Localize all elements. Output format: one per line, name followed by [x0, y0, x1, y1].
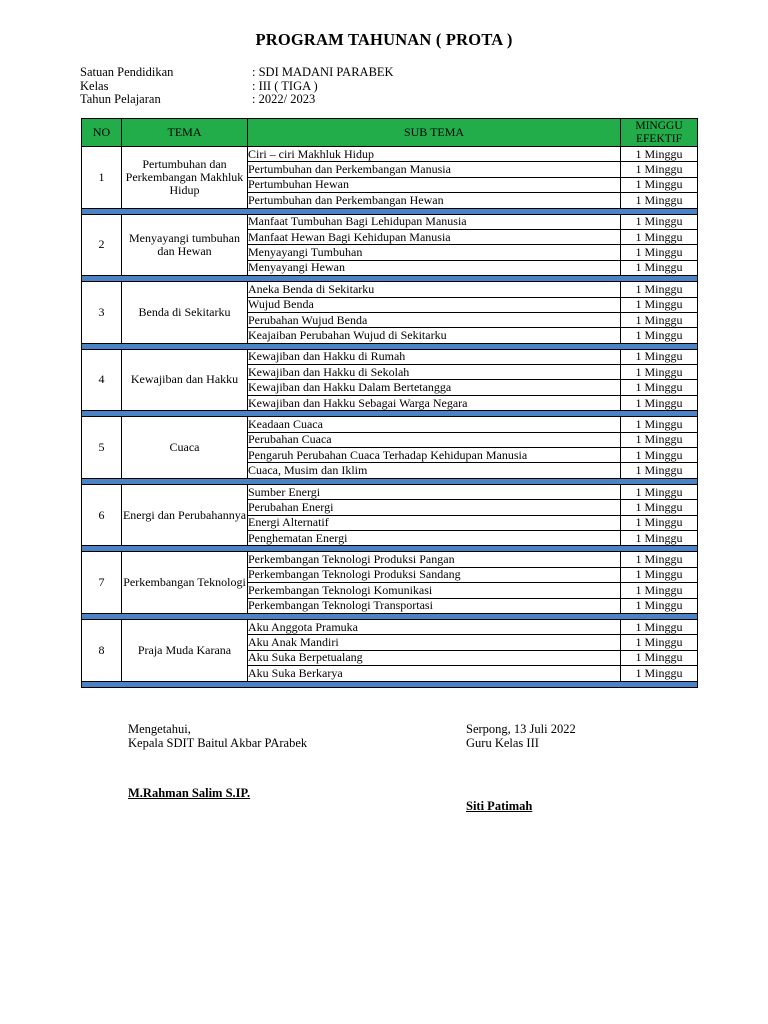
cell-minggu: 1 Minggu: [621, 666, 698, 681]
cell-tema: Perkembangan Teknologi: [122, 552, 248, 614]
cell-sub-tema: Manfaat Hewan Bagi Kehidupan Manusia: [248, 229, 621, 244]
cell-tema: Menyayangi tumbuhan dan Hewan: [122, 214, 248, 276]
info-value: : SDI MADANI PARABEK: [252, 65, 394, 79]
cell-sub-tema: Perkembangan Teknologi Produksi Pangan: [248, 552, 621, 567]
cell-sub-tema: Wujud Benda: [248, 297, 621, 312]
signature-right-line1: Serpong, 13 Juli 2022: [466, 722, 576, 736]
cell-no: 2: [82, 214, 122, 276]
cell-minggu: 1 Minggu: [621, 448, 698, 463]
info-row-kelas: [80, 80, 394, 94]
separator-bar: [82, 681, 698, 687]
cell-tema: Energi dan Perubahannya: [122, 484, 248, 546]
header-minggu-efektif: [621, 119, 698, 147]
header-minggu-line1: MINGGU: [635, 119, 683, 132]
cell-no: 5: [82, 417, 122, 479]
info-label: Kelas: [80, 78, 109, 93]
cell-no: 4: [82, 349, 122, 411]
cell-minggu: 1 Minggu: [621, 193, 698, 208]
cell-minggu: 1 Minggu: [621, 598, 698, 613]
cell-minggu: 1 Minggu: [621, 312, 698, 327]
cell-sub-tema: Aku Anggota Pramuka: [248, 619, 621, 634]
cell-sub-tema: Perkembangan Teknologi Komunikasi: [248, 583, 621, 598]
cell-no: 3: [82, 282, 122, 344]
cell-minggu: 1 Minggu: [621, 245, 698, 260]
cell-sub-tema: Kewajiban dan Hakku Dalam Bertetangga: [248, 380, 621, 395]
table-row: [82, 282, 698, 297]
cell-sub-tema: Aku Anak Mandiri: [248, 635, 621, 650]
header-sub-tema: SUB TEMA: [248, 119, 621, 147]
table-row: [82, 484, 698, 499]
cell-no: 6: [82, 484, 122, 546]
cell-sub-tema: Perubahan Wujud Benda: [248, 312, 621, 327]
signature-left-line1: Mengetahui,: [128, 722, 191, 736]
cell-sub-tema: Kewajiban dan Hakku di Sekolah: [248, 365, 621, 380]
header-no: NO: [82, 119, 122, 147]
cell-minggu: 1 Minggu: [621, 567, 698, 582]
table-body: [82, 147, 698, 688]
cell-minggu: 1 Minggu: [621, 552, 698, 567]
cell-sub-tema: Keajaiban Perubahan Wujud di Sekitarku: [248, 328, 621, 343]
cell-minggu: 1 Minggu: [621, 432, 698, 447]
cell-sub-tema: Perkembangan Teknologi Produksi Sandang: [248, 567, 621, 582]
cell-minggu: 1 Minggu: [621, 147, 698, 162]
cell-sub-tema: Pertumbuhan dan Perkembangan Manusia: [248, 162, 621, 177]
table-row: [82, 417, 698, 432]
signature-right: [466, 722, 576, 750]
cell-tema: Praja Muda Karana: [122, 619, 248, 681]
cell-minggu: 1 Minggu: [621, 328, 698, 343]
info-value: : III ( TIGA ): [252, 78, 318, 93]
signature-left: [128, 722, 307, 750]
cell-minggu: 1 Minggu: [621, 229, 698, 244]
table-header-row: [82, 119, 698, 147]
prota-table: [81, 118, 698, 688]
group-separator: [82, 681, 698, 687]
info-row-tahun: [80, 93, 394, 107]
cell-minggu: 1 Minggu: [621, 349, 698, 364]
header-tema: TEMA: [122, 119, 248, 147]
info-row-satuan: [80, 66, 394, 80]
cell-sub-tema: Perubahan Energi: [248, 500, 621, 515]
cell-sub-tema: Cuaca, Musim dan Iklim: [248, 463, 621, 478]
cell-sub-tema: Energi Alternatif: [248, 515, 621, 530]
cell-sub-tema: Sumber Energi: [248, 484, 621, 499]
cell-minggu: 1 Minggu: [621, 214, 698, 229]
cell-no: 1: [82, 147, 122, 209]
cell-sub-tema: Kewajiban dan Hakku di Rumah: [248, 349, 621, 364]
cell-tema: Benda di Sekitarku: [122, 282, 248, 344]
cell-sub-tema: Kewajiban dan Hakku Sebagai Warga Negara: [248, 395, 621, 410]
cell-sub-tema: Aku Suka Berkarya: [248, 666, 621, 681]
cell-sub-tema: Menyayangi Hewan: [248, 260, 621, 275]
table-row: [82, 552, 698, 567]
headmaster-name: M.Rahman Salim S.IP.: [128, 786, 251, 800]
cell-minggu: 1 Minggu: [621, 500, 698, 515]
cell-minggu: 1 Minggu: [621, 417, 698, 432]
cell-sub-tema: Ciri – ciri Makhluk Hidup: [248, 147, 621, 162]
cell-sub-tema: Perubahan Cuaca: [248, 432, 621, 447]
table-row: [82, 349, 698, 364]
cell-sub-tema: Pertumbuhan dan Perkembangan Hewan: [248, 193, 621, 208]
info-label: Tahun Pelajaran: [80, 92, 161, 106]
cell-no: 7: [82, 552, 122, 614]
signature-right-line2: Guru Kelas III: [466, 736, 539, 750]
cell-sub-tema: Manfaat Tumbuhan Bagi Lehidupan Manusia: [248, 214, 621, 229]
table-row: [82, 214, 698, 229]
cell-minggu: 1 Minggu: [621, 650, 698, 665]
school-info: [80, 66, 394, 107]
cell-minggu: 1 Minggu: [621, 365, 698, 380]
cell-minggu: 1 Minggu: [621, 162, 698, 177]
cell-minggu: 1 Minggu: [621, 297, 698, 312]
cell-sub-tema: Keadaan Cuaca: [248, 417, 621, 432]
cell-no: 8: [82, 619, 122, 681]
header-minggu-line2: EFEKTIF: [636, 132, 682, 145]
cell-minggu: 1 Minggu: [621, 260, 698, 275]
cell-sub-tema: Menyayangi Tumbuhan: [248, 245, 621, 260]
cell-minggu: 1 Minggu: [621, 177, 698, 192]
cell-minggu: 1 Minggu: [621, 635, 698, 650]
cell-sub-tema: Penghematan Energi: [248, 530, 621, 545]
cell-sub-tema: Perkembangan Teknologi Transportasi: [248, 598, 621, 613]
cell-minggu: 1 Minggu: [621, 463, 698, 478]
table-row: [82, 619, 698, 634]
cell-tema: Kewajiban dan Hakku: [122, 349, 248, 411]
table-row: [82, 147, 698, 162]
cell-minggu: 1 Minggu: [621, 282, 698, 297]
cell-sub-tema: Aneka Benda di Sekitarku: [248, 282, 621, 297]
info-value: : 2022/ 2023: [252, 92, 316, 106]
cell-minggu: 1 Minggu: [621, 515, 698, 530]
cell-sub-tema: Aku Suka Berpetualang: [248, 650, 621, 665]
cell-minggu: 1 Minggu: [621, 530, 698, 545]
cell-minggu: 1 Minggu: [621, 583, 698, 598]
cell-minggu: 1 Minggu: [621, 395, 698, 410]
cell-minggu: 1 Minggu: [621, 619, 698, 634]
cell-minggu: 1 Minggu: [621, 380, 698, 395]
cell-sub-tema: Pertumbuhan Hewan: [248, 177, 621, 192]
cell-tema: Pertumbuhan dan Perkembangan Makhluk Hidup: [122, 147, 248, 209]
cell-sub-tema: Pengaruh Perubahan Cuaca Terhadap Kehidupan Manusia: [248, 448, 621, 463]
document-title: PROGRAM TAHUNAN ( PROTA ): [255, 30, 513, 49]
info-label: Satuan Pendidikan: [80, 65, 174, 79]
cell-minggu: 1 Minggu: [621, 484, 698, 499]
signature-left-line2: Kepala SDIT Baitul Akbar PArabek: [128, 736, 308, 750]
cell-tema: Cuaca: [122, 417, 248, 479]
teacher-name: Siti Patimah: [466, 799, 533, 813]
